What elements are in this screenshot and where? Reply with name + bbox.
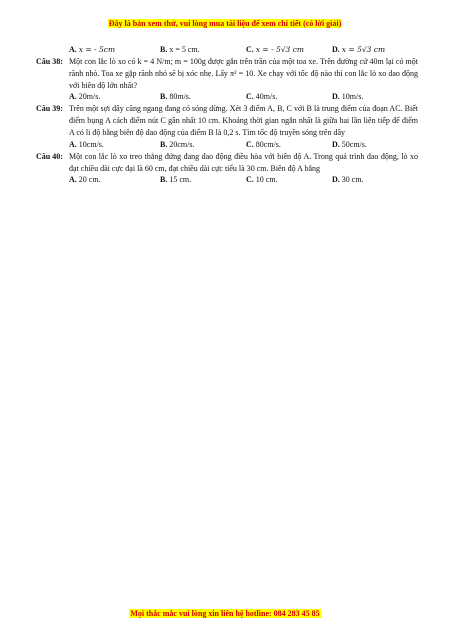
header-banner-text: Đây là bản xem thử, vui lòng mua tài liệu để xem chi tiết (có lời giải) xyxy=(108,19,342,28)
footer-banner xyxy=(0,603,450,621)
option-b: B. 15 cm. xyxy=(160,175,192,185)
document-body xyxy=(36,44,418,186)
option-c: C. 40m/s. xyxy=(246,92,278,102)
question-40 xyxy=(36,151,418,175)
question-38-options xyxy=(36,91,418,103)
question-39-options xyxy=(36,139,418,151)
option-c: C. x = - 5√3 cm xyxy=(246,45,305,54)
option-b: B. x = 5 cm. xyxy=(160,45,200,54)
option-c: C. 10 cm. xyxy=(246,175,278,185)
option-a: A. 20m/s. xyxy=(69,92,101,102)
question-number: Câu 40: xyxy=(36,151,63,161)
option-c: C. 80cm/s. xyxy=(246,139,281,149)
option-d: D. 50cm/s. xyxy=(332,139,367,149)
question-text: Một con lắc lò xo treo thẳng đứng đang dao động điều hòa với biên độ A. Trong quá trình dao động, lò xo đạt chiều dài cực đại là 60 cm, đạt chiều dài cực tiểu là 30 cm. Biên độ A bằng xyxy=(69,151,418,173)
option-a: A. 10cm/s. xyxy=(69,139,104,149)
question-text: Một con lắc lò xo có k = 4 N/m; m = 100g được gắn trên trần của một toa xe. Trên đường cứ 40m lại có một rãnh nhỏ. Toa xe gặp rãnh nhỏ sẽ bị xóc nhẹ. Lấy π² = 10. Xe chạy với tốc độ nào thì con lắc lò xo dao động với biên độ lớn nhất? xyxy=(69,57,418,90)
option-d: D. 30 cm. xyxy=(332,175,364,185)
option-a: A. 20 cm. xyxy=(69,175,101,185)
prev-question-options xyxy=(36,44,418,56)
option-d: D. x = 5√3 cm xyxy=(332,45,386,54)
question-39 xyxy=(36,103,418,138)
question-38 xyxy=(36,56,418,91)
option-b: B. 20cm/s. xyxy=(160,139,195,149)
option-b: B. 80m/s. xyxy=(160,92,191,102)
header-banner xyxy=(0,13,450,31)
question-text: Trên một sợi dây căng ngang đang có sóng dừng. Xét 3 điểm A, B, C với B là trung điểm của đoạn AC. Biết điểm bụng A cách điểm nút C gần nhất 10 cm. Khoảng thời gian ngắn nhất là giữa hai lần liên tiếp để điểm A có li độ bằng biên độ dao động của điểm B là 0,2 s. Tìm tốc độ truyền sóng trên dây xyxy=(69,104,418,137)
question-number: Câu 39: xyxy=(36,104,63,114)
question-40-options xyxy=(36,174,418,186)
option-a: A. x = - 5cm xyxy=(69,45,116,54)
footer-banner-text: Mọi thắc mắc vui lòng xin liên hệ hotline: 084 283 45 85 xyxy=(130,609,320,618)
question-number: Câu 38: xyxy=(36,57,63,66)
option-d: D. 10m/s. xyxy=(332,92,364,102)
